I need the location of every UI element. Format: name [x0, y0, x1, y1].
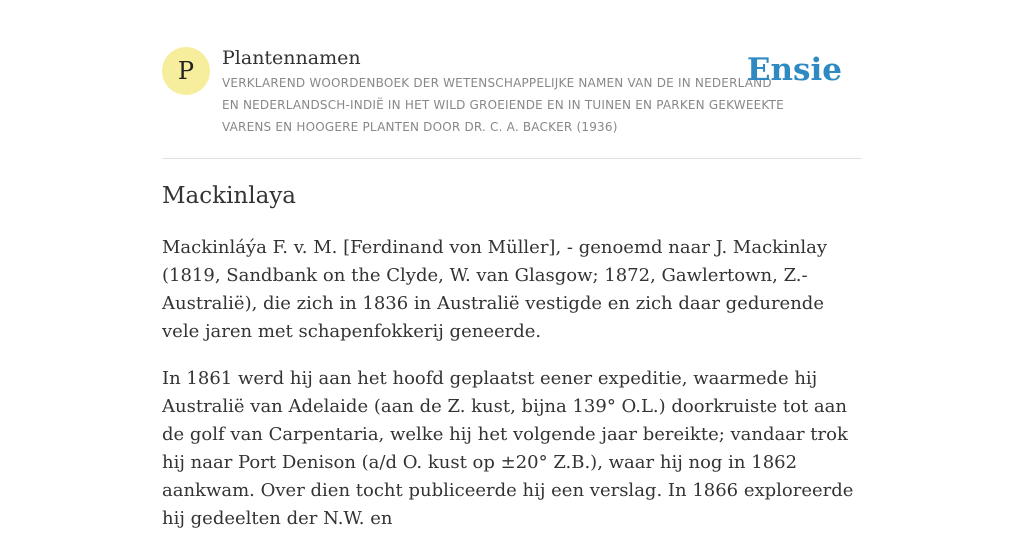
- ensie-logo-link[interactable]: Ensie: [746, 52, 842, 88]
- entry-paragraph: Mackinláýa F. v. M. [Ferdinand von Müller], - genoemd naar J. Mackinlay (1819, Sandbank on the Clyde, W. van Glasgow; 1872, Gawlertown, Z.-Australië), die zich in 1836 in Australië vestigde en zich daar gedurende vele jaren met schapenfokkerij geneerde.: [162, 237, 828, 342]
- book-avatar[interactable]: P: [162, 47, 210, 95]
- book-title[interactable]: Plantennamen: [222, 47, 361, 69]
- entry-title: Mackinlaya: [162, 183, 297, 209]
- page-container: [162, 0, 862, 529]
- entry-body: [162, 234, 862, 552]
- book-subtitle: VERKLAREND WOORDENBOEK DER WETENSCHAPPELIJKE NAMEN VAN DE IN NEDERLAND EN NEDERLANDSCH-INDIË IN HET WILD GROEIENDE EN IN TUINEN EN PARKEN GEKWEEKTE VARENS EN HOOGERE PLANTEN DOOR DR. C. A. BACKER (1936): [222, 76, 784, 134]
- entry-paragraph: In 1861 werd hij aan het hoofd geplaatst eener expeditie, waarmede hij Australië van Adelaide (aan de Z. kust, bijna 139° O.L.) doorkruiste tot aan de golf van Carpentaria, welke hij het volgende jaar bereikte; vandaar trok hij naar Port Denison (a/d O. kust op ±20° Z.B.), waar hij nog in 1862 aankwam. Over dien tocht publiceerde hij een verslag. In 1866 exploreerde hij gedeelten der N.W. en: [162, 368, 854, 529]
- book-header: [162, 0, 862, 159]
